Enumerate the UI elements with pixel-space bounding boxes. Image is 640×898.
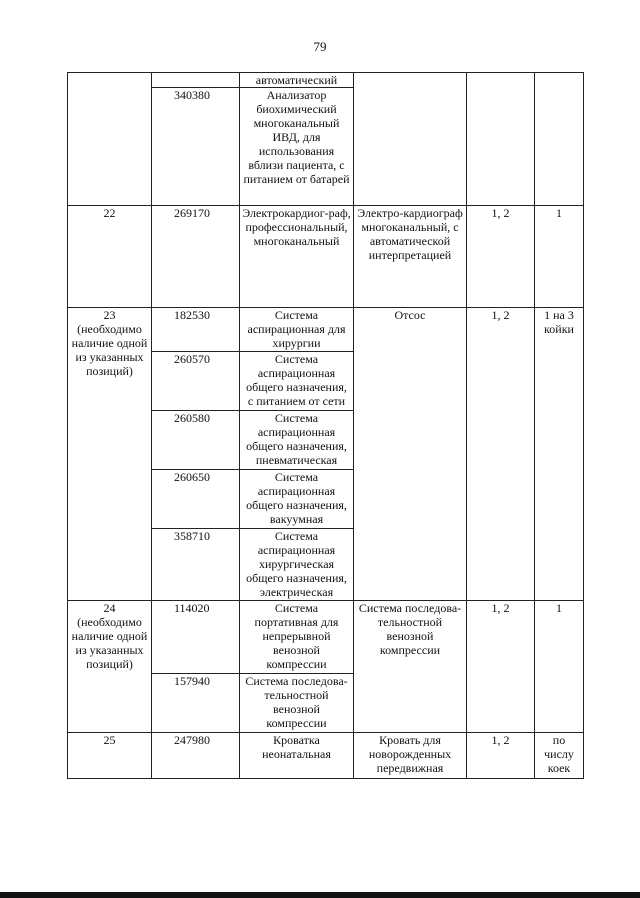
- cell-type: Кровать для новорожденных передвижная: [354, 733, 467, 779]
- cell-qty: 1: [535, 601, 584, 733]
- cell-name: Система аспирационная хирургическая общего назначения, электрическая: [240, 529, 354, 601]
- cell-name: автоматический: [240, 73, 354, 88]
- cell-code: 114020: [152, 601, 240, 674]
- cell-type: Электро-кардиограф многоканальный, с автоматической интерпретацией: [354, 206, 467, 308]
- cell-num: 22: [68, 206, 152, 308]
- cell-qty: 1 на 3 койки: [535, 308, 584, 601]
- cell-name: Система аспирационная общего назначения, пневматическая: [240, 411, 354, 470]
- page-number: 79: [313, 39, 327, 54]
- cell-code: 260570: [152, 352, 240, 411]
- cell-num: [68, 73, 152, 206]
- table-row: [68, 601, 584, 674]
- cell-name: Система аспирационная общего назначения, вакуумная: [240, 470, 354, 529]
- cell-code: 260580: [152, 411, 240, 470]
- cell-code: 269170: [152, 206, 240, 308]
- table-row: [68, 206, 584, 308]
- table-row: [68, 308, 584, 352]
- cell-num: 23 (необходимо наличие одной из указанных позиций): [68, 308, 152, 601]
- cell-levels: 1, 2: [467, 206, 535, 308]
- cell-type: [354, 73, 467, 206]
- cell-code: 340380: [152, 88, 240, 206]
- cell-levels: [467, 73, 535, 206]
- cell-num: 25: [68, 733, 152, 779]
- cell-qty: [535, 73, 584, 206]
- cell-levels: 1, 2: [467, 308, 535, 601]
- cell-code: 260650: [152, 470, 240, 529]
- equipment-table: [67, 72, 584, 779]
- cell-type: Система последова-тельностной венозной компрессии: [354, 601, 467, 733]
- cell-code: 358710: [152, 529, 240, 601]
- cell-code: 157940: [152, 674, 240, 733]
- cell-levels: 1, 2: [467, 733, 535, 779]
- table-row: [68, 73, 584, 88]
- cell-name: Электрокардиог-раф, профессиональный, многоканальный: [240, 206, 354, 308]
- cell-levels: 1, 2: [467, 601, 535, 733]
- cell-qty: 1: [535, 206, 584, 308]
- cell-name: Система аспирационная для хирургии: [240, 308, 354, 352]
- cell-name: Анализатор биохимический многоканальный ИВД, для использования вблизи пациента, с питанием от батарей: [240, 88, 354, 206]
- cell-num: 24 (необходимо наличие одной из указанных позиций): [68, 601, 152, 733]
- cell-name: Система аспирационная общего назначения, с питанием от сети: [240, 352, 354, 411]
- cell-code: 247980: [152, 733, 240, 779]
- cell-name: Система последова-тельностной венозной компрессии: [240, 674, 354, 733]
- table-row: [68, 733, 584, 779]
- cell-code: [152, 73, 240, 88]
- cell-name: Кроватка неонатальная: [240, 733, 354, 779]
- cell-name: Система портативная для непрерывной венозной компрессии: [240, 601, 354, 674]
- cell-qty: по числу коек: [535, 733, 584, 779]
- cell-code: 182530: [152, 308, 240, 352]
- cell-type: Отсос: [354, 308, 467, 601]
- scan-edge: [0, 892, 640, 898]
